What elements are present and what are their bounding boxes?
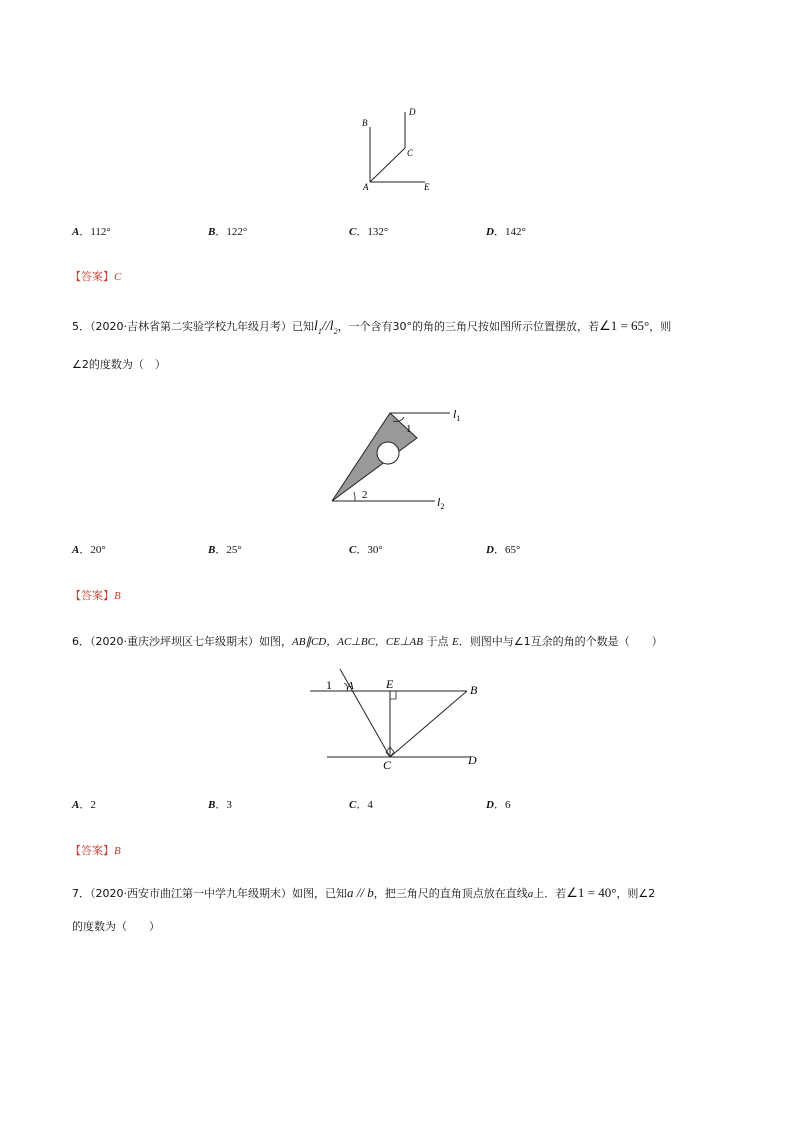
q4-figure [355, 100, 445, 200]
q4-label-a: A [363, 182, 369, 192]
q5-text: 5．（2020·吉林省第二实验学校九年级月考）已知$l_1//l_2$，一个含有30°的角的三角尺按如图所示位置摆放，若∠1 = 65°，则 [72, 318, 672, 336]
q6-option-c: C．4 [349, 799, 373, 811]
q6-label-e: E [386, 677, 394, 691]
q5-option-a: A．20° [72, 544, 106, 556]
q5-angle-1: 1 [406, 423, 412, 435]
q5-answer: 【答案】B [70, 589, 121, 602]
q5-option-d: D．65° [486, 544, 521, 556]
q6-angle-1: 1 [326, 678, 332, 692]
q6-label-a: A [347, 680, 354, 692]
q6-option-b: B．3 [208, 799, 232, 811]
q5-figure [325, 400, 465, 515]
q4-answer: 【答案】C [70, 270, 122, 283]
q4-option-d: D．142° [486, 226, 526, 238]
q6-answer: 【答案】B [70, 844, 121, 857]
q5-angle-2: 2 [362, 489, 368, 501]
q4-label-b: B [362, 118, 368, 128]
q6-text: 6．（2020·重庆沙坪坝区七年级期末）如图，AB∥CD，AC⊥BC，CE⊥AB 于点 E．则图中与∠1互余的角的个数是（ ） [72, 635, 663, 648]
q6-label-d: D [468, 753, 477, 767]
q4-label-e: E [424, 182, 430, 192]
q5-text-line2: ∠2的度数为（ ） [72, 358, 166, 371]
q6-label-b: B [470, 683, 478, 697]
q5-label-l2: $l_2$ [437, 495, 445, 511]
q6-option-d: D．6 [486, 799, 511, 811]
q4-label-c: C [407, 148, 414, 158]
q4-option-a: A．112° [72, 226, 111, 238]
q6-option-a: A．2 [72, 799, 96, 811]
q4-option-b: B．122° [208, 226, 248, 238]
q7-text: 7．（2020·西安市曲江第一中学九年级期末）如图，已知a // b，把三角尺的直角顶点放在直线a上．若∠1 = 40°，则∠2 [72, 885, 656, 900]
q6-label-c: C [383, 758, 392, 772]
q5-label-l1: $l_1$ [453, 407, 461, 423]
q4-option-c: C．132° [349, 226, 389, 238]
q4-label-d: D [409, 107, 416, 117]
q7-text-line2: 的度数为（ ） [72, 920, 160, 933]
q6-figure [305, 666, 495, 776]
q5-option-c: C．30° [349, 544, 383, 556]
q5-option-b: B．25° [208, 544, 242, 556]
